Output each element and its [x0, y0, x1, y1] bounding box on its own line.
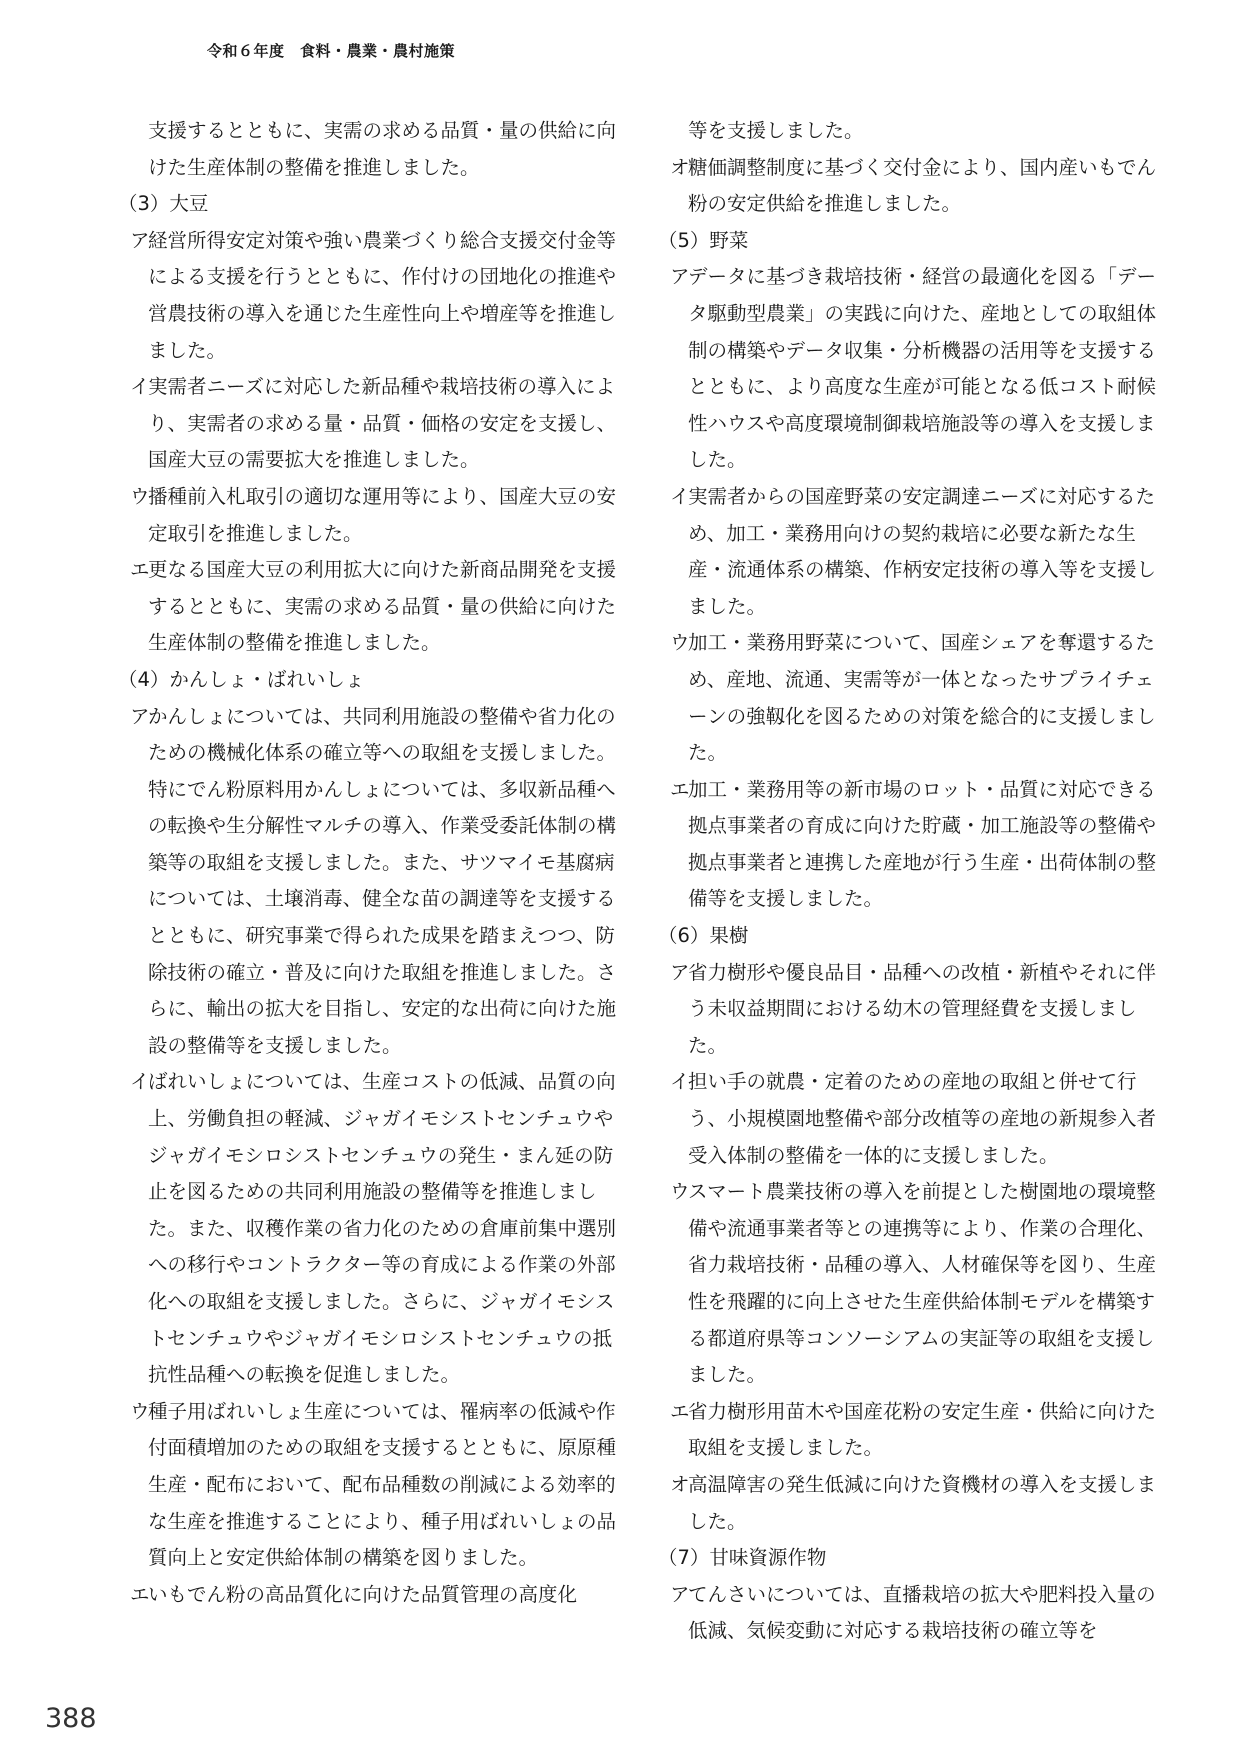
list-item	[658, 1394, 1158, 1467]
item-text: スマート農業技術の導入を前提とした樹園地の環境整備や流通事業者等との連携等により、作業の合理化、省力栽培技術・品種の導入、人材確保等を図り、生産性を飛躍的に向上させた生産供給体制モデルを構築する都道府県等コンソーシアムの実証等の取組を支援しました。	[688, 1180, 1157, 1387]
list-item	[118, 1064, 618, 1393]
item-marker: ア	[130, 228, 150, 252]
list-item	[658, 625, 1158, 771]
list-item	[658, 772, 1158, 918]
item-marker: ア	[670, 960, 690, 984]
section-heading: （4）かんしょ・ばれいしょ	[118, 667, 365, 691]
list-item	[658, 1064, 1158, 1174]
list-item	[658, 1467, 1158, 1540]
list-item	[118, 479, 618, 552]
item-text: データに基づき栽培技術・経営の最適化を図る「データ駆動型農業」の実践に向けた、産地としての取組体制の構築やデータ収集・分析機器の活用等を支援するとともに、より高度な生産が可能となる低コスト耐候性ハウスや高度環境制御栽培施設等の導入を支援しました。	[688, 265, 1157, 472]
item-marker: イ	[670, 484, 690, 508]
section-heading: （6）果樹	[658, 924, 749, 948]
list-item	[118, 369, 618, 479]
list-item	[658, 150, 1158, 223]
item-text: ばれいしょについては、生産コストの低減、品質の向上、労働負担の軽減、ジャガイモシストセンチュウやジャガイモシロシストセンチュウの発生・まん延の防止を図るための共同利用施設の整備等を推進しました。また、収穫作業の省力化のための倉庫前集中選別への移行やコントラクター等の育成による作業の外部化への取組を支援しました。さらに、ジャガイモシストセンチュウやジャガイモシロシストセンチュウの抵抗性品種への転換を促進しました。	[148, 1070, 617, 1387]
item-marker: オ	[670, 1472, 690, 1496]
section-heading: （3）大豆	[118, 192, 209, 216]
item-marker: ア	[670, 1582, 690, 1606]
item-text: 担い手の就農・定着のための産地の取組と併せて行う、小規模園地整備や部分改植等の産地の新規参入者受入体制の整備を一体的に支援しました。	[688, 1070, 1157, 1167]
section-heading: （5）野菜	[658, 228, 749, 252]
item-text: てんさいについては、直播栽培の拡大や肥料投入量の低減、気候変動に対応する栽培技術の確立等を	[688, 1582, 1156, 1643]
item-marker: ウ	[130, 484, 150, 508]
list-item	[118, 699, 618, 1065]
continued-paragraph: 等を支援しました。	[688, 119, 864, 142]
item-text: 実需者からの国産野菜の安定調達ニーズに対応するため、加工・業務用向けの契約栽培に必要な新たな生産・流通体系の構築、作柄安定技術の導入等を支援しました。	[688, 484, 1157, 618]
item-marker: エ	[670, 1399, 690, 1423]
item-text: 省力樹形用苗木や国産花粉の安定生産・供給に向けた取組を支援しました。	[688, 1399, 1157, 1460]
list-item	[118, 1394, 618, 1577]
item-text: 播種前入札取引の適切な運用等により、国産大豆の安定取引を推進しました。	[148, 484, 617, 545]
item-text: 種子用ばれいしょ生産については、罹病率の低減や作付面積増加のための取組を支援するとともに、原原種生産・配布において、配布品種数の削減による効率的な生産を推進することにより、種子用ばれいしょの品質向上と安定供給体制の構築を図りました。	[148, 1399, 617, 1570]
section-heading: （7）甘味資源作物	[658, 1546, 827, 1570]
item-marker: ア	[670, 265, 690, 289]
list-item	[658, 1174, 1158, 1394]
item-marker: イ	[130, 375, 150, 399]
list-item	[118, 1577, 618, 1614]
page-number: 388	[45, 1703, 97, 1734]
list-item	[658, 955, 1158, 1065]
item-marker: ウ	[670, 1180, 690, 1204]
page-header: 令和６年度 食料・農業・農村施策	[207, 42, 456, 60]
list-item	[658, 479, 1158, 625]
list-item	[118, 552, 618, 662]
continued-paragraph: 支援するとともに、実需の求める品質・量の供給に向けた生産体制の整備を推進しました。	[148, 119, 617, 179]
item-text: いもでん粉の高品質化に向けた品質管理の高度化	[148, 1582, 578, 1606]
item-text: 糖価調整制度に基づく交付金により、国内産いもでん粉の安定供給を推進しました。	[688, 155, 1157, 216]
item-text: かんしょについては、共同利用施設の整備や省力化のための機械化体系の確立等への取組を支援しました。特にでん粉原料用かんしょについては、多収新品種への転換や生分解性マルチの導入、作業受委託体制の構築等の取組を支援しました。また、サツマイモ基腐病については、土壌消毒、健全な苗の調達等を支援するとともに、研究事業で得られた成果を踏まえつつ、防除技術の確立・普及に向けた取組を推進しました。さらに、輸出の拡大を目指し、安定的な出荷に向けた施設の整備等を支援しました。	[148, 704, 617, 1057]
left-column	[118, 113, 618, 1613]
item-text: 加工・業務用等の新市場のロット・品質に対応できる拠点事業者の育成に向けた貯蔵・加工施設等の整備や拠点事業者と連携した産地が行う生産・出荷体制の整備等を支援しました。	[688, 777, 1157, 911]
list-item	[658, 1577, 1158, 1650]
item-text: 加工・業務用野菜について、国産シェアを奪還するため、産地、流通、実需等が一体となったサプライチェーンの強靱化を図るための対策を総合的に支援しました。	[688, 631, 1156, 765]
item-text: 高温障害の発生低減に向けた資機材の導入を支援しました。	[688, 1472, 1157, 1533]
item-marker: オ	[670, 155, 690, 179]
item-marker: エ	[670, 777, 690, 801]
item-marker: エ	[130, 558, 150, 582]
item-marker: エ	[130, 1582, 150, 1606]
item-marker: ウ	[670, 631, 690, 655]
list-item	[118, 223, 618, 369]
item-marker: イ	[670, 1070, 690, 1094]
item-marker: ア	[130, 704, 150, 728]
item-marker: ウ	[130, 1399, 150, 1423]
list-item	[658, 259, 1158, 479]
item-marker: イ	[130, 1070, 150, 1094]
item-text: 更なる国産大豆の利用拡大に向けた新商品開発を支援するとともに、実需の求める品質・量の供給に向けた生産体制の整備を推進しました。	[148, 558, 617, 655]
item-text: 経営所得安定対策や強い農業づくり総合支援交付金等による支援を行うとともに、作付けの団地化の推進や営農技術の導入を通じた生産性向上や増産等を推進しました。	[148, 228, 617, 362]
item-text: 実需者ニーズに対応した新品種や栽培技術の導入により、実需者の求める量・品質・価格の安定を支援し、国産大豆の需要拡大を推進しました。	[148, 375, 617, 472]
right-column	[658, 113, 1158, 1650]
item-text: 省力樹形や優良品目・品種への改植・新植やそれに伴う未収益期間における幼木の管理経費を支援しました。	[688, 960, 1157, 1057]
